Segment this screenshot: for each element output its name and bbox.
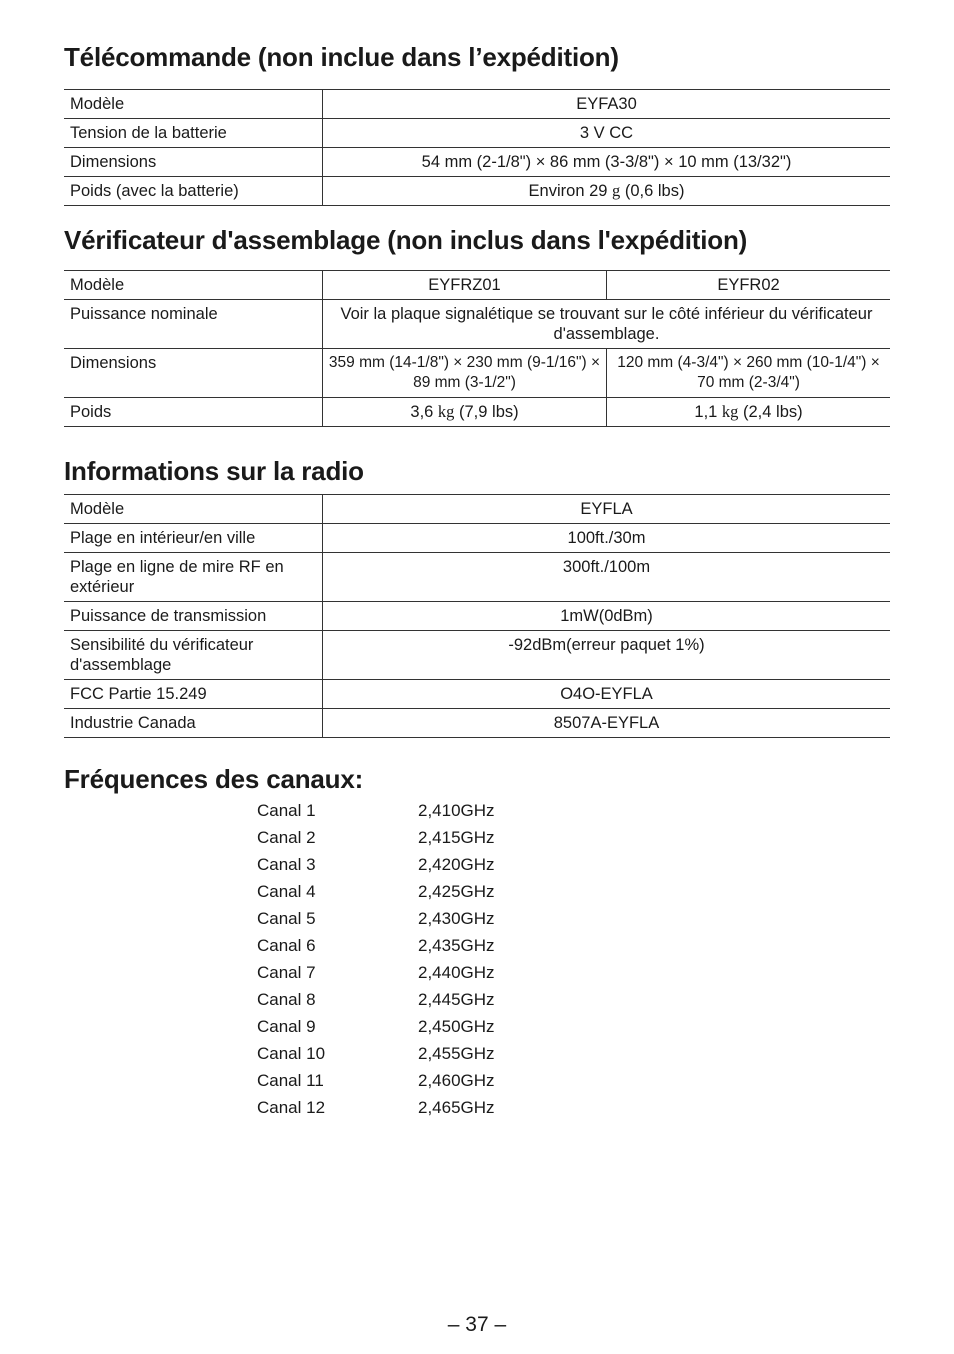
spec-value: 3 V CC (323, 119, 891, 148)
list-item (257, 905, 495, 932)
channel-frequency: 2,450GHz (418, 1017, 495, 1036)
unit-text: kg (721, 402, 739, 421)
channel-list (257, 797, 495, 1121)
spec-label: Modèle (64, 90, 323, 119)
section-title-radio: Informations sur la radio (64, 456, 364, 486)
channel-name: Canal 12 (257, 1098, 326, 1117)
table-row (64, 398, 890, 427)
spec-value: EYFRZ01 (323, 271, 607, 300)
spec-value (323, 398, 607, 427)
spec-label: Poids (64, 398, 323, 427)
channel-frequency: 2,465GHz (418, 1098, 495, 1117)
section-title-remote: Télécommande (non inclue dans l’expédition) (64, 42, 619, 72)
spec-label: Modèle (64, 495, 323, 524)
table-row (64, 680, 890, 709)
table-row (64, 349, 890, 398)
table-row (64, 271, 890, 300)
unit-text: kg (437, 402, 455, 421)
spec-value: 359 mm (14-1/8") × 230 mm (9-1/16") × 89 mm (3-1/2") (323, 349, 607, 398)
table-row (64, 148, 890, 177)
spec-value (607, 398, 891, 427)
table-row (64, 709, 890, 738)
channel-name: Canal 2 (257, 828, 316, 847)
list-item (257, 932, 495, 959)
table-row (64, 631, 890, 680)
list-item (257, 959, 495, 986)
channel-frequency: 2,435GHz (418, 936, 495, 955)
spec-label: Poids (avec la batterie) (64, 177, 323, 206)
channel-frequency: 2,410GHz (418, 801, 495, 820)
value-text: 3,6 (410, 403, 438, 421)
channel-frequency: 2,460GHz (418, 1071, 495, 1090)
spec-label: Puissance nominale (64, 300, 323, 349)
channel-name: Canal 4 (257, 882, 316, 901)
spec-label: Plage en ligne de mire RF en extérieur (64, 553, 323, 602)
channel-frequency: 2,455GHz (418, 1044, 495, 1063)
spec-value (323, 177, 891, 206)
spec-value: EYFLA (323, 495, 891, 524)
spec-value: 8507A-EYFLA (323, 709, 891, 738)
channel-name: Canal 7 (257, 963, 316, 982)
list-item (257, 797, 495, 824)
spec-value: 120 mm (4-3/4") × 260 mm (10-1/4") × 70 mm (2-3/4") (607, 349, 891, 398)
spec-label: Tension de la batterie (64, 119, 323, 148)
radio-specs-table (64, 494, 890, 738)
spec-label: FCC Partie 15.249 (64, 680, 323, 709)
table-row (64, 553, 890, 602)
spec-label: Dimensions (64, 148, 323, 177)
remote-specs-table (64, 89, 890, 206)
table-row (64, 177, 890, 206)
channel-frequency: 2,420GHz (418, 855, 495, 874)
list-item (257, 1040, 495, 1067)
value-text: (7,9 lbs) (454, 403, 519, 421)
checker-specs-table (64, 270, 890, 427)
value-text: (0,6 lbs) (620, 182, 685, 200)
list-item (257, 851, 495, 878)
channel-frequency: 2,415GHz (418, 828, 495, 847)
list-item (257, 1094, 495, 1121)
channel-name: Canal 8 (257, 990, 316, 1009)
channel-name: Canal 9 (257, 1017, 316, 1036)
unit-text: g (612, 181, 621, 200)
list-item (257, 1013, 495, 1040)
channel-name: Canal 6 (257, 936, 316, 955)
spec-value: 1mW(0dBm) (323, 602, 891, 631)
spec-label: Modèle (64, 271, 323, 300)
page-number: – 37 – (447, 1313, 507, 1336)
value-text: (2,4 lbs) (738, 403, 803, 421)
section-title-channels: Fréquences des canaux: (64, 764, 364, 794)
spec-value: Voir la plaque signalétique se trouvant sur le côté inférieur du vérificateur d'assemblage. (323, 300, 891, 349)
section-title-checker: Vérificateur d'assemblage (non inclus dans l'expédition) (64, 225, 748, 255)
spec-value: EYFA30 (323, 90, 891, 119)
value-text: 1,1 (694, 403, 722, 421)
spec-label: Puissance de transmission (64, 602, 323, 631)
spec-label: Dimensions (64, 349, 323, 398)
table-row (64, 300, 890, 349)
list-item (257, 986, 495, 1013)
spec-label: Industrie Canada (64, 709, 323, 738)
spec-label: Plage en intérieur/en ville (64, 524, 323, 553)
table-row (64, 524, 890, 553)
table-row (64, 495, 890, 524)
channel-name: Canal 11 (257, 1071, 324, 1090)
spec-value: -92dBm(erreur paquet 1%) (323, 631, 891, 680)
channel-name: Canal 3 (257, 855, 316, 874)
spec-value: 100ft./30m (323, 524, 891, 553)
spec-value: 54 mm (2-1/8") × 86 mm (3-3/8") × 10 mm (13/32") (323, 148, 891, 177)
channel-frequency: 2,425GHz (418, 882, 495, 901)
spec-label: Sensibilité du vérificateur d'assemblage (64, 631, 323, 680)
value-text: Environ 29 (528, 182, 613, 200)
channel-frequency: 2,430GHz (418, 909, 495, 928)
channel-name: Canal 1 (257, 801, 316, 820)
list-item (257, 878, 495, 905)
table-row (64, 602, 890, 631)
list-item (257, 824, 495, 851)
channel-frequency: 2,440GHz (418, 963, 495, 982)
channel-name: Canal 10 (257, 1044, 326, 1063)
spec-value: EYFR02 (607, 271, 891, 300)
table-row (64, 119, 890, 148)
spec-value: O4O-EYFLA (323, 680, 891, 709)
table-row (64, 90, 890, 119)
spec-value: 300ft./100m (323, 553, 891, 602)
list-item (257, 1067, 495, 1094)
channel-name: Canal 5 (257, 909, 316, 928)
channel-frequency: 2,445GHz (418, 990, 495, 1009)
